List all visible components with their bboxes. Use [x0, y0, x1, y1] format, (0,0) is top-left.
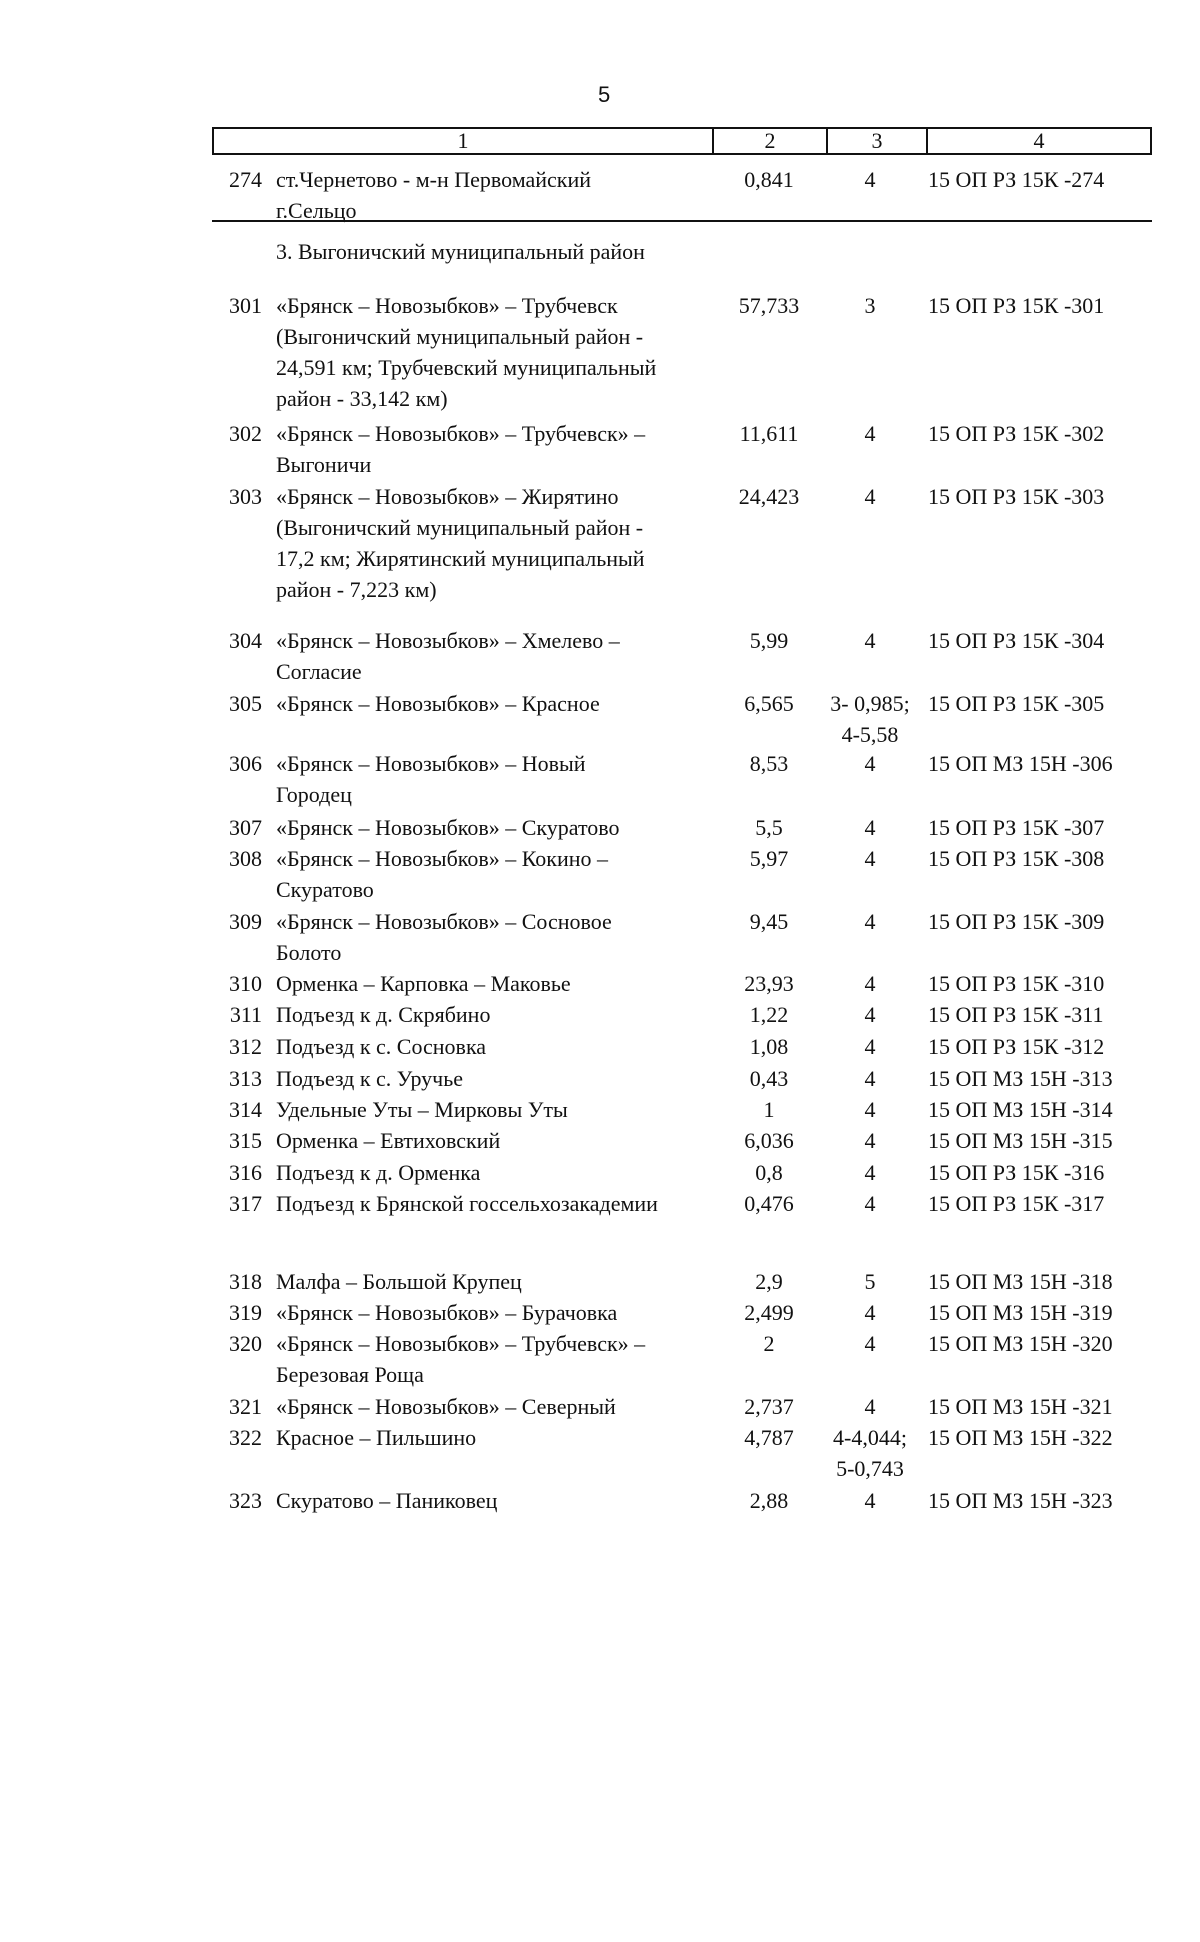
road-name: «Брянск – Новозыбков» – Трубчевск» – Березовая Роща: [276, 1331, 646, 1387]
road-name: Удельные Уты – Мирковы Уты: [276, 1097, 568, 1122]
road-length: 0,8: [755, 1160, 783, 1185]
road-length: 2: [763, 1331, 775, 1356]
road-name: Подъезд к с. Уручье: [276, 1066, 464, 1091]
road-category: 4-4,044; 5-0,743: [833, 1425, 907, 1481]
road-identifier: 15 ОП РЗ 15К -302: [928, 421, 1105, 446]
road-identifier: 15 ОП МЗ 15Н -314: [928, 1097, 1113, 1122]
road-length: 2,88: [749, 1488, 789, 1513]
road-length: 5,99: [749, 628, 789, 653]
road-name: Красное – Пильшино: [276, 1425, 477, 1450]
road-identifier: 15 ОП РЗ 15К -310: [928, 971, 1105, 996]
road-name: «Брянск – Новозыбков» – Трубчевск (Выгоничский муниципальный район - 24,591 км; Трубчевский муниципальный район - 33,142 км): [276, 293, 657, 411]
road-category: 4: [864, 167, 876, 192]
road-category: 3: [864, 293, 876, 318]
road-category: 4: [864, 1002, 876, 1027]
road-identifier: 15 ОП РЗ 15К -304: [928, 628, 1105, 653]
road-name: ст.Чернетово - м-н Первомайский г.Сельцо: [276, 167, 592, 223]
header-col-2: 2: [714, 129, 828, 153]
row-number: 316: [229, 1160, 262, 1185]
row-number: 305: [229, 691, 262, 716]
road-identifier: 15 ОП РЗ 15К -317: [928, 1191, 1105, 1216]
row-number: 302: [229, 421, 262, 446]
road-category: 4: [864, 1300, 876, 1325]
road-identifier: 15 ОП МЗ 15Н -315: [928, 1128, 1113, 1153]
road-length: 57,733: [738, 293, 800, 318]
road-category: 4: [864, 1488, 876, 1513]
road-length: 8,53: [749, 751, 789, 776]
row-number: 314: [229, 1097, 262, 1122]
row-number: 306: [229, 751, 262, 776]
row-number: 313: [229, 1066, 262, 1091]
road-identifier: 15 ОП МЗ 15Н -321: [928, 1394, 1113, 1419]
road-name: Подъезд к д. Орменка: [276, 1160, 481, 1185]
road-length: 2,9: [755, 1269, 783, 1294]
road-category: 4: [864, 628, 876, 653]
road-category: 4: [864, 1034, 876, 1059]
road-identifier: 15 ОП РЗ 15К -301: [928, 293, 1105, 318]
road-category: 4: [864, 1128, 876, 1153]
road-length: 1: [763, 1097, 775, 1122]
row-number: 310: [229, 971, 262, 996]
road-identifier: 15 ОП МЗ 15Н -323: [928, 1488, 1113, 1513]
road-name: «Брянск – Новозыбков» – Жирятино (Выгоничский муниципальный район - 17,2 км; Жирятинский муниципальный район - 7,223 км): [276, 484, 645, 602]
row-number: 312: [229, 1034, 262, 1059]
road-category: 4: [864, 421, 876, 446]
header-col-1: 1: [214, 129, 714, 153]
road-length: 9,45: [749, 909, 789, 934]
road-name: «Брянск – Новозыбков» – Новый Городец: [276, 751, 586, 807]
row-number: 317: [229, 1191, 262, 1216]
road-category: 4: [864, 751, 876, 776]
road-name: Скуратово – Паниковец: [276, 1488, 498, 1513]
header-col-3: 3: [828, 129, 928, 153]
road-name: «Брянск – Новозыбков» – Кокино – Скуратово: [276, 846, 609, 902]
road-identifier: 15 ОП РЗ 15К -312: [928, 1034, 1105, 1059]
road-identifier: 15 ОП РЗ 15К -309: [928, 909, 1105, 934]
row-number: 311: [229, 1002, 262, 1027]
road-category: 4: [864, 815, 876, 840]
road-identifier: 15 ОП МЗ 15Н -318: [928, 1269, 1113, 1294]
road-identifier: 15 ОП МЗ 15Н -313: [928, 1066, 1113, 1091]
row-number: 309: [229, 909, 262, 934]
row-number: 308: [229, 846, 262, 871]
road-length: 0,43: [749, 1066, 789, 1091]
road-length: 5,5: [755, 815, 783, 840]
road-identifier: 15 ОП МЗ 15Н -320: [928, 1331, 1113, 1356]
road-length: 6,036: [744, 1128, 794, 1153]
road-name: Орменка – Карповка – Маковье: [276, 971, 571, 996]
road-identifier: 15 ОП МЗ 15Н -322: [928, 1425, 1113, 1450]
road-identifier: 15 ОП РЗ 15К -307: [928, 815, 1105, 840]
road-identifier: 15 ОП МЗ 15Н -319: [928, 1300, 1113, 1325]
road-name: «Брянск – Новозыбков» – Бурачовка: [276, 1300, 618, 1325]
road-category: 4: [864, 1394, 876, 1419]
road-category: 4: [864, 1191, 876, 1216]
road-identifier: 15 ОП РЗ 15К -303: [928, 484, 1105, 509]
road-name: Подъезд к Брянской госсельхозакадемии: [276, 1191, 658, 1216]
road-name: Орменка – Евтиховский: [276, 1128, 501, 1153]
row-number: 274: [229, 167, 262, 192]
road-name: Подъезд к д. Скрябино: [276, 1002, 491, 1027]
road-identifier: 15 ОП РЗ 15К -305: [928, 691, 1105, 716]
road-name: «Брянск – Новозыбков» – Северный: [276, 1394, 616, 1419]
row-number: 321: [229, 1394, 262, 1419]
row-number: 301: [229, 293, 262, 318]
table-header: [212, 127, 1152, 155]
road-length: 6,565: [744, 691, 794, 716]
road-category: 4: [864, 846, 876, 871]
road-category: 4: [864, 909, 876, 934]
row-number: 303: [229, 484, 262, 509]
road-length: 4,787: [744, 1425, 794, 1450]
road-length: 0,841: [744, 167, 794, 192]
row-number: 307: [229, 815, 262, 840]
road-category: 4: [864, 1066, 876, 1091]
road-category: 4: [864, 1160, 876, 1185]
road-name: «Брянск – Новозыбков» – Красное: [276, 691, 600, 716]
road-identifier: 15 ОП РЗ 15К -311: [928, 1002, 1104, 1027]
row-number: 322: [229, 1425, 262, 1450]
road-name: «Брянск – Новозыбков» – Скуратово: [276, 815, 620, 840]
road-name: «Брянск – Новозыбков» – Сосновое Болото: [276, 909, 612, 965]
road-category: 4: [864, 1097, 876, 1122]
road-identifier: 15 ОП МЗ 15Н -306: [928, 751, 1113, 776]
road-length: 1,08: [749, 1034, 789, 1059]
road-identifier: 15 ОП РЗ 15К -308: [928, 846, 1105, 871]
road-length: 2,737: [744, 1394, 794, 1419]
road-name: Малфа – Большой Крупец: [276, 1269, 522, 1294]
header-col-4: 4: [1033, 128, 1045, 153]
road-length: 24,423: [738, 484, 800, 509]
road-length: 5,97: [749, 846, 789, 871]
row-number: 323: [229, 1488, 262, 1513]
road-category: 3- 0,985; 4-5,58: [830, 691, 910, 747]
road-length: 11,611: [739, 421, 799, 446]
road-name: «Брянск – Новозыбков» – Хмелево – Согласие: [276, 628, 620, 684]
road-length: 23,93: [744, 971, 794, 996]
road-length: 0,476: [744, 1191, 794, 1216]
road-name: «Брянск – Новозыбков» – Трубчевск» – Выгоничи: [276, 421, 646, 477]
section-title: 3. Выгоничский муниципальный район: [276, 239, 645, 264]
row-number: 319: [229, 1300, 262, 1325]
road-category: 4: [864, 1331, 876, 1356]
road-category: 4: [864, 971, 876, 996]
row-number: 320: [229, 1331, 262, 1356]
road-length: 2,499: [744, 1300, 794, 1325]
road-length: 1,22: [749, 1002, 789, 1027]
row-number: 315: [229, 1128, 262, 1153]
road-category: 4: [864, 484, 876, 509]
road-category: 5: [864, 1269, 876, 1294]
road-name: Подъезд к с. Сосновка: [276, 1034, 487, 1059]
row-number: 318: [229, 1269, 262, 1294]
page-number: 5: [598, 82, 611, 107]
road-identifier: 15 ОП РЗ 15К -274: [928, 167, 1105, 192]
row-number: 304: [229, 628, 262, 653]
road-identifier: 15 ОП РЗ 15К -316: [928, 1160, 1105, 1185]
